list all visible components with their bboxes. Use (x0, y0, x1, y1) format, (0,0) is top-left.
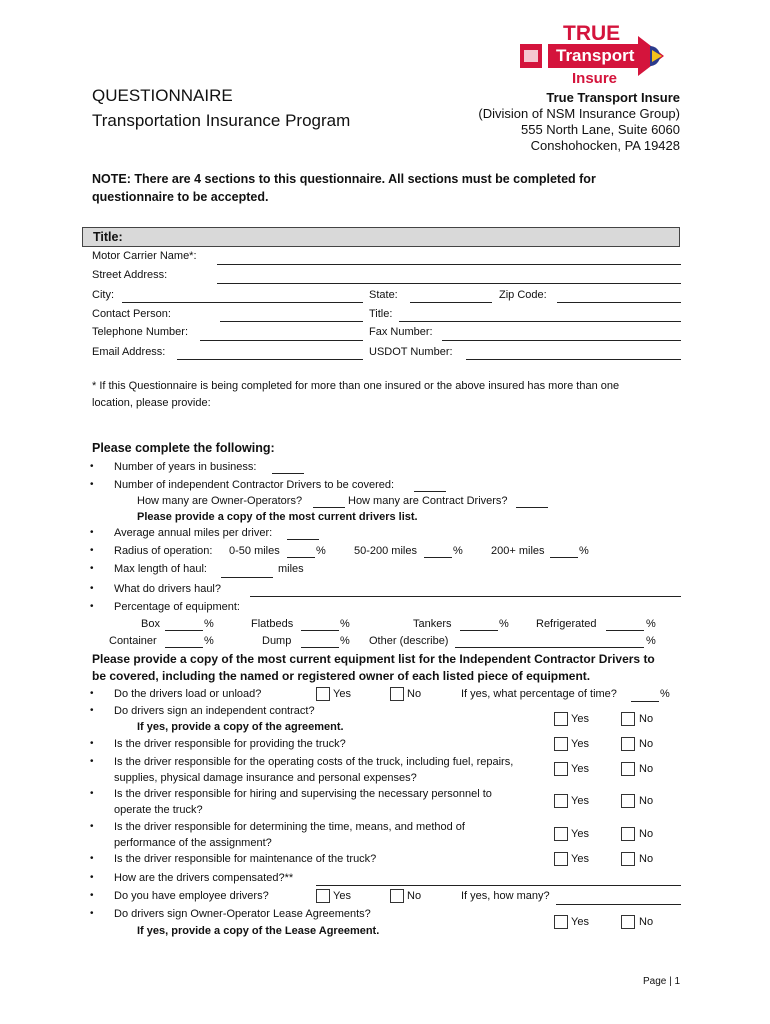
note-line-2: questionnaire to be accepted. (92, 190, 269, 204)
radius-0-50-label: 0-50 miles (229, 545, 280, 557)
how-many-field[interactable] (556, 904, 681, 905)
pct-label: % (646, 618, 656, 630)
radius-label: Radius of operation: (114, 545, 213, 557)
email-field[interactable] (177, 359, 363, 360)
city-field[interactable] (122, 302, 363, 303)
no-label: No (639, 828, 654, 840)
no-label: No (407, 890, 422, 902)
telephone-label: Telephone Number: (92, 326, 189, 338)
years-in-business-field[interactable] (272, 473, 304, 474)
no-label: No (639, 853, 654, 865)
company-name: True Transport Insure (546, 90, 680, 105)
pct-label: % (579, 545, 589, 557)
annual-miles-label: Average annual miles per driver: (114, 527, 273, 539)
drivers-list-note: Please provide a copy of the most current drivers list. (137, 511, 418, 523)
contact-person-label: Contact Person: (92, 308, 171, 320)
section-1-header: Title: (82, 227, 680, 247)
num-drivers-field[interactable] (414, 491, 446, 492)
city-label: City: (92, 289, 114, 301)
refrigerated-label: Refrigerated (536, 618, 597, 630)
email-label: Email Address: (92, 346, 166, 358)
motor-carrier-field[interactable] (217, 264, 681, 265)
logo-text-true: TRUE (563, 22, 621, 45)
lease-agreements-label: Do drivers sign Owner-Operator Lease Agreements? (114, 908, 371, 920)
yes-label: Yes (571, 713, 589, 725)
questionnaire-page: TRUE Transport Insure QUESTIONNAIRE Transportation Insurance Program True Transport Insure (Division of NSM Insurance Group) 555 North Lane, Suite 6060 Conshohocken, PA 19428 NOTE: There are 4 sections to this questionnaire. All sections must be completed for questionnaire to be accepted. Title: Motor Carrier Name*: Street Address: City: State: Zip Code: Contact Person: Title: Telephone Number: Fax Number: Email Address: USDOT Number: * If this Questionnaire is being completed for more than one insured or the above insured has more than one location, please provide: Please complete the following: • • • • • • • • • • • • • • • • • Number of years in business: Number of independent Contractor Drivers to be covered: How many are Owner-Operators? How many are Contract Drivers? Please provide a copy of the most current drivers list. Average annual miles per driver: Radius of operation: 0-50 miles % 50-200 miles % 200+ miles % Max length of haul: miles What do drivers haul? Percentage of equipment: Box % Flatbeds % Tankers % Refrigerated % Container % Dump % Other (describe) % Please provide a copy of the most current equipment list for the Independent Contractor Drivers to be covered, including the named or registered owner of each listed piece of equipment. Do the drivers load or unload? Yes No If yes, what percentage of time? % Do drivers sign an independent contract? If yes, provide a copy of the agreement. Is the driver responsible for providing the truck? Is the driver responsible for the operating costs of the truck, including fuel, repairs, supplies, physical damage insurance and personal expenses? Is the driver responsible for hiring and supervising the necessary personnel to operate the truck? Is the driver responsible for determining the time, means, and method of performance of the assignment? Is the driver responsible for maintenance of the truck? How are the drivers compensated?** Do you have employee drivers? Yes No If yes, how many? Do drivers sign Owner-Operator Lease Agreements? If yes, provide a copy of the Lease Agreement. Yes No Yes No Yes No Yes No Yes No Yes No Yes No Page | 1 (0, 0, 770, 1024)
contract-no-checkbox[interactable] (621, 712, 635, 726)
contract-note: If yes, provide a copy of the agreement. (137, 721, 344, 733)
pct-label: % (499, 618, 509, 630)
radius-0-50-field[interactable] (287, 557, 315, 558)
lease-yes-checkbox[interactable] (554, 915, 568, 929)
equipment-note-line-1: Please provide a copy of the most current equipment list for the Independent Contractor Drivers to (92, 652, 655, 666)
yes-label: Yes (333, 688, 351, 700)
contract-drivers-field[interactable] (516, 507, 548, 508)
refrigerated-field[interactable] (606, 630, 644, 631)
state-field[interactable] (410, 302, 492, 303)
logo-text-transport: Transport (556, 46, 635, 65)
pct-label: % (204, 618, 214, 630)
other-field[interactable] (455, 647, 644, 648)
tankers-label: Tankers (413, 618, 452, 630)
hiring-label-1: Is the driver responsible for hiring and supervising the necessary personnel to (114, 788, 492, 800)
complete-heading: Please complete the following: (92, 441, 275, 455)
how-many-label: If yes, how many? (461, 890, 550, 902)
note-line-1: NOTE: There are 4 sections to this questionnaire. All sections must be completed for (92, 172, 596, 186)
no-label: No (639, 713, 654, 725)
years-in-business-label: Number of years in business: (114, 461, 257, 473)
yes-label: Yes (571, 763, 589, 775)
usdot-label: USDOT Number: (369, 346, 453, 358)
method-label-1: Is the driver responsible for determining the time, means, and method of (114, 821, 465, 833)
zip-label: Zip Code: (499, 289, 547, 301)
compensated-label: How are the drivers compensated?** (114, 872, 294, 884)
radius-200-plus-label: 200+ miles (491, 545, 545, 557)
independent-contract-label: Do drivers sign an independent contract? (114, 705, 315, 717)
container-field[interactable] (165, 647, 203, 648)
maintenance-no-checkbox[interactable] (621, 852, 635, 866)
radius-50-200-label: 50-200 miles (354, 545, 417, 557)
title-label: Title: (369, 308, 393, 320)
miles-unit: miles (278, 563, 304, 575)
no-label: No (639, 738, 654, 750)
lease-no-checkbox[interactable] (621, 915, 635, 929)
pct-label: % (646, 635, 656, 647)
flatbeds-label: Flatbeds (251, 618, 294, 630)
radius-200-plus-field[interactable] (550, 557, 578, 558)
page-title: QUESTIONNAIRE (92, 86, 233, 105)
other-label: Other (describe) (369, 635, 449, 647)
flatbeds-field[interactable] (301, 630, 339, 631)
pct-label: % (204, 635, 214, 647)
costs-no-checkbox[interactable] (621, 762, 635, 776)
load-unload-label: Do the drivers load or unload? (114, 688, 262, 700)
company-address-1: 555 North Lane, Suite 6060 (520, 122, 680, 137)
box-label: Box (141, 618, 160, 630)
max-haul-field[interactable] (221, 577, 273, 578)
zip-field[interactable] (557, 302, 681, 303)
page-number: Page | 1 (643, 976, 681, 987)
employees-yes-checkbox[interactable] (316, 889, 330, 903)
operating-costs-label-1: Is the driver responsible for the operating costs of the truck, including fuel, repairs, (114, 756, 514, 768)
radius-50-200-field[interactable] (424, 557, 452, 558)
owner-operators-label: How many are Owner-Operators? (137, 495, 303, 507)
load-no-checkbox[interactable] (390, 687, 404, 701)
contract-drivers-label: How many are Contract Drivers? (348, 495, 508, 507)
yes-label: Yes (571, 738, 589, 750)
page-subtitle: Transportation Insurance Program (92, 111, 351, 130)
fax-field[interactable] (442, 340, 681, 341)
pct-label: % (340, 618, 350, 630)
annual-miles-field[interactable] (287, 539, 319, 540)
pct-label: % (340, 635, 350, 647)
truck-yes-checkbox[interactable] (554, 737, 568, 751)
haul-what-label: What do drivers haul? (114, 583, 221, 595)
maintenance-yes-checkbox[interactable] (554, 852, 568, 866)
load-pct-label: If yes, what percentage of time? (461, 688, 617, 700)
telephone-field[interactable] (200, 340, 363, 341)
street-address-label: Street Address: (92, 269, 168, 281)
no-label: No (639, 763, 654, 775)
hiring-yes-checkbox[interactable] (554, 794, 568, 808)
dump-field[interactable] (301, 647, 339, 648)
company-address-2: Conshohocken, PA 19428 (530, 138, 680, 153)
hiring-no-checkbox[interactable] (621, 794, 635, 808)
costs-yes-checkbox[interactable] (554, 762, 568, 776)
street-address-field[interactable] (217, 283, 681, 284)
maintenance-label: Is the driver responsible for maintenance of the truck? (114, 853, 377, 865)
max-haul-label: Max length of haul: (114, 563, 207, 575)
box-field[interactable] (165, 630, 203, 631)
operating-costs-label-2: supplies, physical damage insurance and personal expenses? (114, 772, 417, 784)
equipment-pct-label: Percentage of equipment: (114, 601, 240, 613)
owner-operators-field[interactable] (313, 507, 345, 508)
no-label: No (407, 688, 422, 700)
pct-label: % (453, 545, 463, 557)
contact-person-field[interactable] (220, 321, 363, 322)
contract-yes-checkbox[interactable] (554, 712, 568, 726)
load-pct-field[interactable] (631, 701, 659, 702)
employees-no-checkbox[interactable] (390, 889, 404, 903)
yes-label: Yes (333, 890, 351, 902)
truck-no-checkbox[interactable] (621, 737, 635, 751)
usdot-field[interactable] (466, 359, 681, 360)
yes-label: Yes (571, 853, 589, 865)
motor-carrier-label: Motor Carrier Name*: (92, 250, 197, 262)
method-yes-checkbox[interactable] (554, 827, 568, 841)
footnote-line-1: * If this Questionnaire is being completed for more than one insured or the above insured has more than one (92, 380, 620, 392)
yes-label: Yes (571, 916, 589, 928)
yes-label: Yes (571, 828, 589, 840)
no-label: No (639, 795, 654, 807)
lease-note: If yes, provide a copy of the Lease Agreement. (137, 925, 380, 937)
pct-label: % (316, 545, 326, 557)
no-label: No (639, 916, 654, 928)
pct-label: % (660, 688, 670, 700)
hiring-label-2: operate the truck? (114, 804, 203, 816)
dump-label: Dump (262, 635, 292, 647)
title-field[interactable] (399, 321, 681, 322)
method-label-2: performance of the assignment? (114, 837, 272, 849)
footnote-line-2: location, please provide: (92, 397, 211, 409)
tankers-field[interactable] (460, 630, 498, 631)
compensated-field[interactable] (316, 885, 681, 886)
container-label: Container (109, 635, 157, 647)
load-yes-checkbox[interactable] (316, 687, 330, 701)
state-label: State: (369, 289, 398, 301)
yes-label: Yes (571, 795, 589, 807)
provide-truck-label: Is the driver responsible for providing the truck? (114, 738, 346, 750)
method-no-checkbox[interactable] (621, 827, 635, 841)
fax-label: Fax Number: (369, 326, 433, 338)
employee-drivers-label: Do you have employee drivers? (114, 890, 269, 902)
logo-text-insure: Insure (572, 70, 618, 87)
num-drivers-label: Number of independent Contractor Drivers to be covered: (114, 479, 395, 491)
haul-what-field[interactable] (250, 596, 681, 597)
equipment-note-line-2: be covered, including the named or registered owner of each listed piece of equipment. (92, 669, 591, 683)
company-division: (Division of NSM Insurance Group) (478, 106, 680, 121)
